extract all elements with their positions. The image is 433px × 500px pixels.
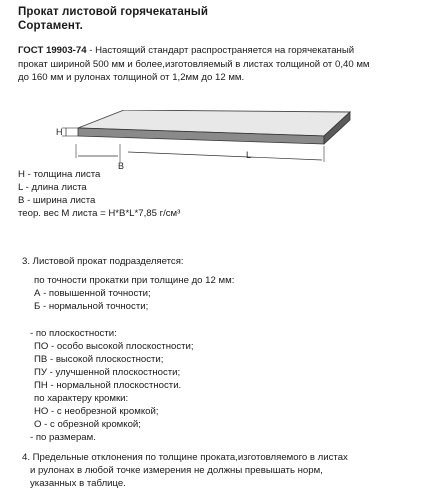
section-4-line-3: указанных в таблице.	[30, 478, 126, 489]
accuracy-heading: по точности прокатки при толщине до 12 мм:	[34, 275, 235, 286]
dimension-l-line	[128, 152, 322, 160]
intro-line-1	[18, 45, 354, 56]
legend-length: L - длина листа	[18, 182, 87, 193]
page-title: Прокат листовой горячекатаный	[18, 6, 209, 18]
dimension-l-label: L	[246, 150, 252, 160]
page-subtitle: Сортамент.	[18, 20, 83, 32]
flatness-po: ПО - особо высокой плоскостности;	[34, 341, 194, 352]
section-4-line-2: и рулонах в любой точке измерения не должны превышать норм,	[30, 465, 323, 476]
flatness-pu: ПУ - улучшенной плоскостности;	[34, 367, 181, 378]
intro-line-2: прокат шириной 500 мм и более,изготовляемый в листах толщиной от 0,40 мм	[18, 59, 370, 70]
intro-line-1-text: - Настоящий стандарт распространяется на горячекатаный	[89, 45, 355, 56]
accuracy-b: Б - нормальной точности;	[34, 301, 149, 312]
flatness-heading: - по плоскостности:	[30, 328, 117, 339]
size-heading: - по размерам.	[30, 432, 96, 443]
gost-code: ГОСТ 19903-74	[18, 45, 87, 56]
legend-weight-formula: теор. вес М листа = H*B*L*7,85 г/см³	[18, 208, 181, 219]
legend-thickness: H - толщина листа	[18, 169, 101, 180]
section-3-heading: 3. Листовой прокат подразделяется:	[22, 256, 184, 267]
dimension-h-label: H	[56, 127, 63, 137]
flatness-pn: ПН - нормальной плоскостности.	[34, 380, 182, 391]
edge-heading: по характеру кромки:	[34, 393, 129, 404]
section-4-line-1: 4. Предельные отклонения по толщине проката,изготовляемого в листах	[22, 452, 348, 463]
intro-line-3: до 160 мм и рулонах толщиной от 1,2мм до 12 мм.	[18, 72, 245, 83]
legend-width: B - ширина листа	[18, 195, 96, 206]
edge-no: НО - с необрезной кромкой;	[34, 406, 159, 417]
dimension-b-label: B	[118, 161, 125, 171]
edge-o: О - с обрезной кромкой;	[34, 419, 141, 430]
accuracy-a: А - повышенной точности;	[34, 288, 151, 299]
flatness-pv: ПВ - высокой плоскостности;	[34, 354, 164, 365]
steel-plate-diagram	[56, 110, 356, 172]
